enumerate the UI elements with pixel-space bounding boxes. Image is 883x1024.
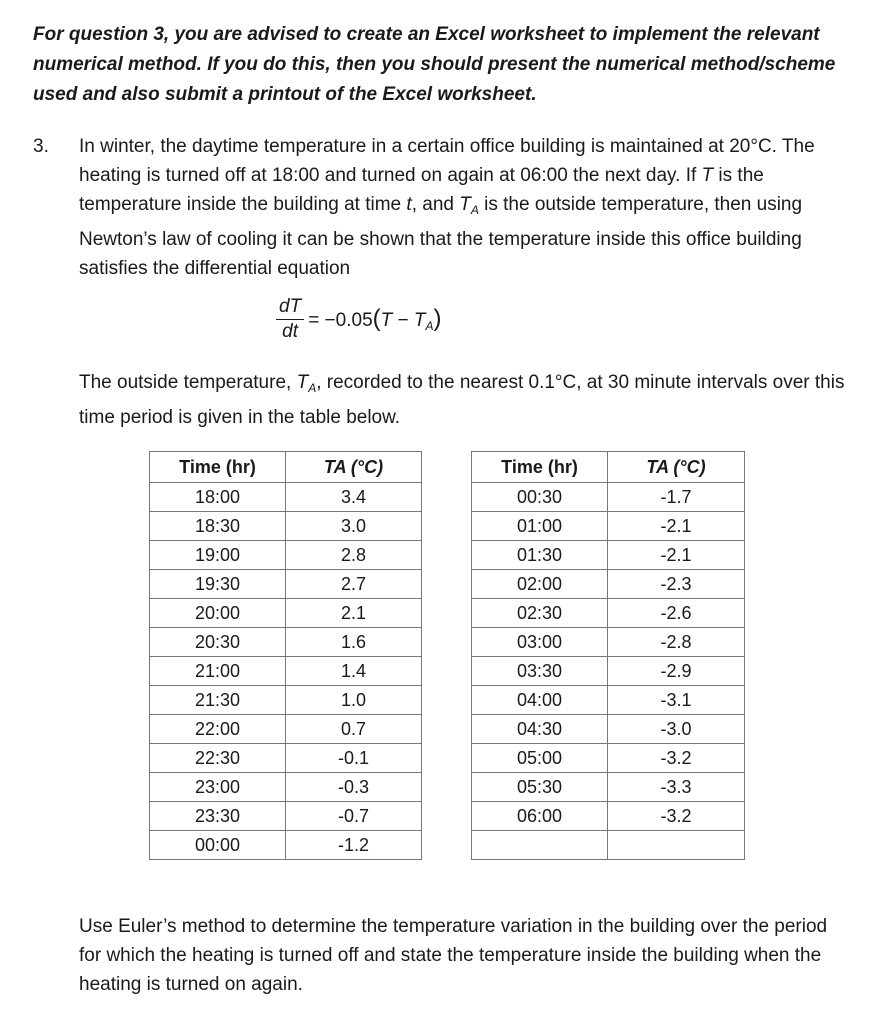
ta-cell: -3.2 — [608, 802, 745, 831]
time-cell — [472, 831, 608, 860]
header-ta: TA (°C) — [608, 452, 745, 483]
table-row — [472, 744, 745, 773]
time-cell: 20:30 — [150, 628, 286, 657]
table-row — [472, 831, 745, 860]
temperature-table-left — [149, 451, 422, 860]
table-row — [150, 483, 422, 512]
ta-cell: -2.1 — [608, 512, 745, 541]
table-row — [472, 541, 745, 570]
differential-equation: $\frac{dT}{dt}$ = $-0.05(T - T_A)$ — [276, 292, 442, 346]
table-row — [150, 802, 422, 831]
ta-cell: -2.3 — [608, 570, 745, 599]
question-paragraph-3: Use Euler’s method to determine the temperature variation in the building over the period for which the heating is turned off and state the temperature inside the building when the heating is turned on again. — [79, 916, 828, 995]
ta-cell: -3.3 — [608, 773, 745, 802]
ta-cell: -0.7 — [286, 802, 422, 831]
ta-cell: -3.1 — [608, 686, 745, 715]
ta-cell: 3.0 — [286, 512, 422, 541]
ta-cell: 1.6 — [286, 628, 422, 657]
table-row — [150, 512, 422, 541]
ta-cell: 1.4 — [286, 657, 422, 686]
time-cell: 19:30 — [150, 570, 286, 599]
table-row — [472, 802, 745, 831]
table-row — [150, 628, 422, 657]
time-cell: 02:00 — [472, 570, 608, 599]
ta-cell: -2.8 — [608, 628, 745, 657]
table-row — [150, 715, 422, 744]
time-cell: 22:30 — [150, 744, 286, 773]
table-row — [472, 773, 745, 802]
ta-cell: 1.0 — [286, 686, 422, 715]
header-ta: TA (°C) — [286, 452, 422, 483]
time-cell: 04:30 — [472, 715, 608, 744]
ta-cell — [608, 831, 745, 860]
time-cell: 21:00 — [150, 657, 286, 686]
table-row — [472, 628, 745, 657]
time-cell: 02:30 — [472, 599, 608, 628]
time-cell: 01:00 — [472, 512, 608, 541]
ta-cell: -2.1 — [608, 541, 745, 570]
ta-cell: 2.7 — [286, 570, 422, 599]
time-cell: 03:00 — [472, 628, 608, 657]
table-row — [150, 773, 422, 802]
table-row — [150, 744, 422, 773]
table-row — [150, 541, 422, 570]
derivative-fraction: $\frac{dT}{dt}$ — [276, 295, 304, 344]
time-cell: 18:00 — [150, 483, 286, 512]
time-cell: 22:00 — [150, 715, 286, 744]
time-cell: 03:30 — [472, 657, 608, 686]
ta-cell: -0.1 — [286, 744, 422, 773]
ta-cell: 0.7 — [286, 715, 422, 744]
time-cell: 06:00 — [472, 802, 608, 831]
table-row — [472, 599, 745, 628]
time-cell: 01:30 — [472, 541, 608, 570]
table-row — [472, 657, 745, 686]
question-paragraph-2: The outside temperature, $T_A$, recorded to the nearest 0.1°C, at 30 minute intervals over this time period is given in the table below. — [79, 372, 845, 428]
table-row — [472, 570, 745, 599]
table-row — [150, 599, 422, 628]
ta-cell: -2.9 — [608, 657, 745, 686]
time-cell: 18:30 — [150, 512, 286, 541]
time-cell: 00:30 — [472, 483, 608, 512]
instructions-text: For question 3, you are advised to create an Excel worksheet to implement the relevant numerical method. If you do this, then you should present the numerical method/scheme used and also submit a printout of the Excel worksheet. — [33, 24, 836, 105]
ta-cell: -0.3 — [286, 773, 422, 802]
table-row — [150, 686, 422, 715]
time-cell: 19:00 — [150, 541, 286, 570]
time-cell: 04:00 — [472, 686, 608, 715]
ta-cell: 2.1 — [286, 599, 422, 628]
temperature-table-right — [471, 451, 745, 860]
question-paragraph-1: In winter, the daytime temperature in a certain office building is maintained at 20°C. The heating is turned off at 18:00 and turned on again at 06:00 the next day. If T is the temperature inside the building at time t, and $T_A$ is the outside temperature, then using Newton’s law of cooling it can be shown that the temperature inside this office building satisfies the differential equation — [79, 136, 815, 279]
table-row — [150, 657, 422, 686]
time-cell: 21:30 — [150, 686, 286, 715]
header-time: Time (hr) — [472, 452, 608, 483]
time-cell: 23:30 — [150, 802, 286, 831]
header-time: Time (hr) — [150, 452, 286, 483]
ta-cell: -3.2 — [608, 744, 745, 773]
ta-cell: -3.0 — [608, 715, 745, 744]
table-row — [150, 831, 422, 860]
time-cell: 05:00 — [472, 744, 608, 773]
time-cell: 05:30 — [472, 773, 608, 802]
ta-cell: -1.7 — [608, 483, 745, 512]
table-row — [150, 570, 422, 599]
time-cell: 00:00 — [150, 831, 286, 860]
table-row — [472, 686, 745, 715]
ta-cell: 2.8 — [286, 541, 422, 570]
table-row — [472, 483, 745, 512]
time-cell: 23:00 — [150, 773, 286, 802]
ta-cell: -1.2 — [286, 831, 422, 860]
question-number: 3. — [33, 136, 49, 157]
table-row — [472, 715, 745, 744]
time-cell: 20:00 — [150, 599, 286, 628]
ta-cell: -2.6 — [608, 599, 745, 628]
ta-cell: 3.4 — [286, 483, 422, 512]
table-row — [472, 512, 745, 541]
